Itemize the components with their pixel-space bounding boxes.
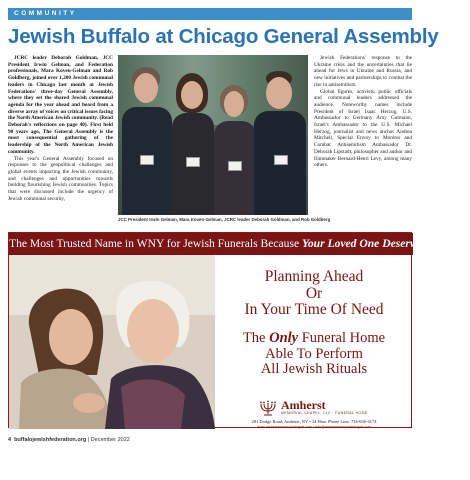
ad-heading-rituals: The Only Funeral Home Able To Perform All Jewish Rituals [242,330,386,377]
article-column-left [8,55,113,227]
person-figure [170,69,216,215]
ad-address: 281 Dodge Road, Amherst, NY • 24 Hour Phone Line: 716-636-4174 [251,419,377,424]
page-number: 4 [8,437,12,443]
article-column-right [314,55,412,215]
article-paragraph: Global figures, activists, public officials and communal leaders addressed the audience. Noteworthy names include President of Israel Isaac Herzog, U.S. Ambassador to Germany Amy Gutmann, Israel's Ambassador to the U.S. Michael Herzog, journalist and news anchor Andrea Mitchell, Special Envoy to Monitor and Combat Antisemitism Ambassador Dr. Deborah Lipstadt, philosopher and author and filmmaker Bernard-Henri Levy, among many others. [314,88,412,169]
footer-date: | December 2022 [86,437,130,443]
ad-copy [215,255,413,429]
ad-photo-illustration [9,255,215,429]
section-label: COMMUNITY [8,8,412,20]
article-paragraph: This year's General Assembly focused on responses to the geopolitical challenges and global events impacting the Jewish community, and challenges and opportunities towards building flourishing Jewish communities. Topics that were discussed include the urgency of Jewish communal security, [8,155,113,202]
article-paragraph: Jewish Federations' response to the Ukraine crisis and the uncertainties that lie ahead for Jews in Ukraine and Russia, and new initiatives and partnerships to combat the rise in antisemitism. [314,55,412,88]
ad-banner [9,233,470,255]
page-title: Jewish Buffalo at Chicago General Assembly [8,25,439,48]
group-photo [118,55,308,215]
ad-banner-text: The Most Trusted Name in WNY for Jewish Funerals Because [9,237,303,250]
article-lead: JCRC leader Deborah Goldman, JCC President Irwin Gelman, and Federation professionals, Mara Koven-Gelman and Rob Goldberg, joined over 1,200 Jewish communal leaders in Chicago last month at Jewish Federations' three-day General Assembly, where they set the shared Jewish communal agenda for the year ahead and heard from a diverse array of voices on critical issues facing the North American Jewish community. (Read Deborah's reflections on page 40). First held 90 years ago, The General Assembly is the most consequential gathering of the leadership of the North American Jewish community. [8,55,113,155]
logo-name: Amherst [281,398,326,412]
logo-subtitle: MEMORIAL CHAPEL, LLC · FUNERAL HOME [281,411,368,415]
person-figure [122,63,172,215]
ad-photo [9,255,215,429]
footer-site-link[interactable]: buffalojewishfederation.org [14,437,87,443]
ad-website-link[interactable]: www.amherstmemorialchapel.com • info@amherstmemorialchapel.com [257,425,371,429]
ad-heading-planning: Planning Ahead Or In Your Time Of Need [244,268,384,318]
photo-caption: JCC President Irwin Gelman, Mara Koven-Gelman, JCRC leader Deborah Goldman, and Rob Goldberg [118,217,331,222]
ad-banner-emphasis: Your Loved One Deserves The Best [302,237,470,250]
person-figure [214,85,256,215]
amherst-logo[interactable] [259,399,369,417]
funeral-home-ad[interactable] [8,232,470,429]
person-figure [254,69,306,215]
page-footer [8,437,130,443]
menorah-icon [259,400,277,416]
